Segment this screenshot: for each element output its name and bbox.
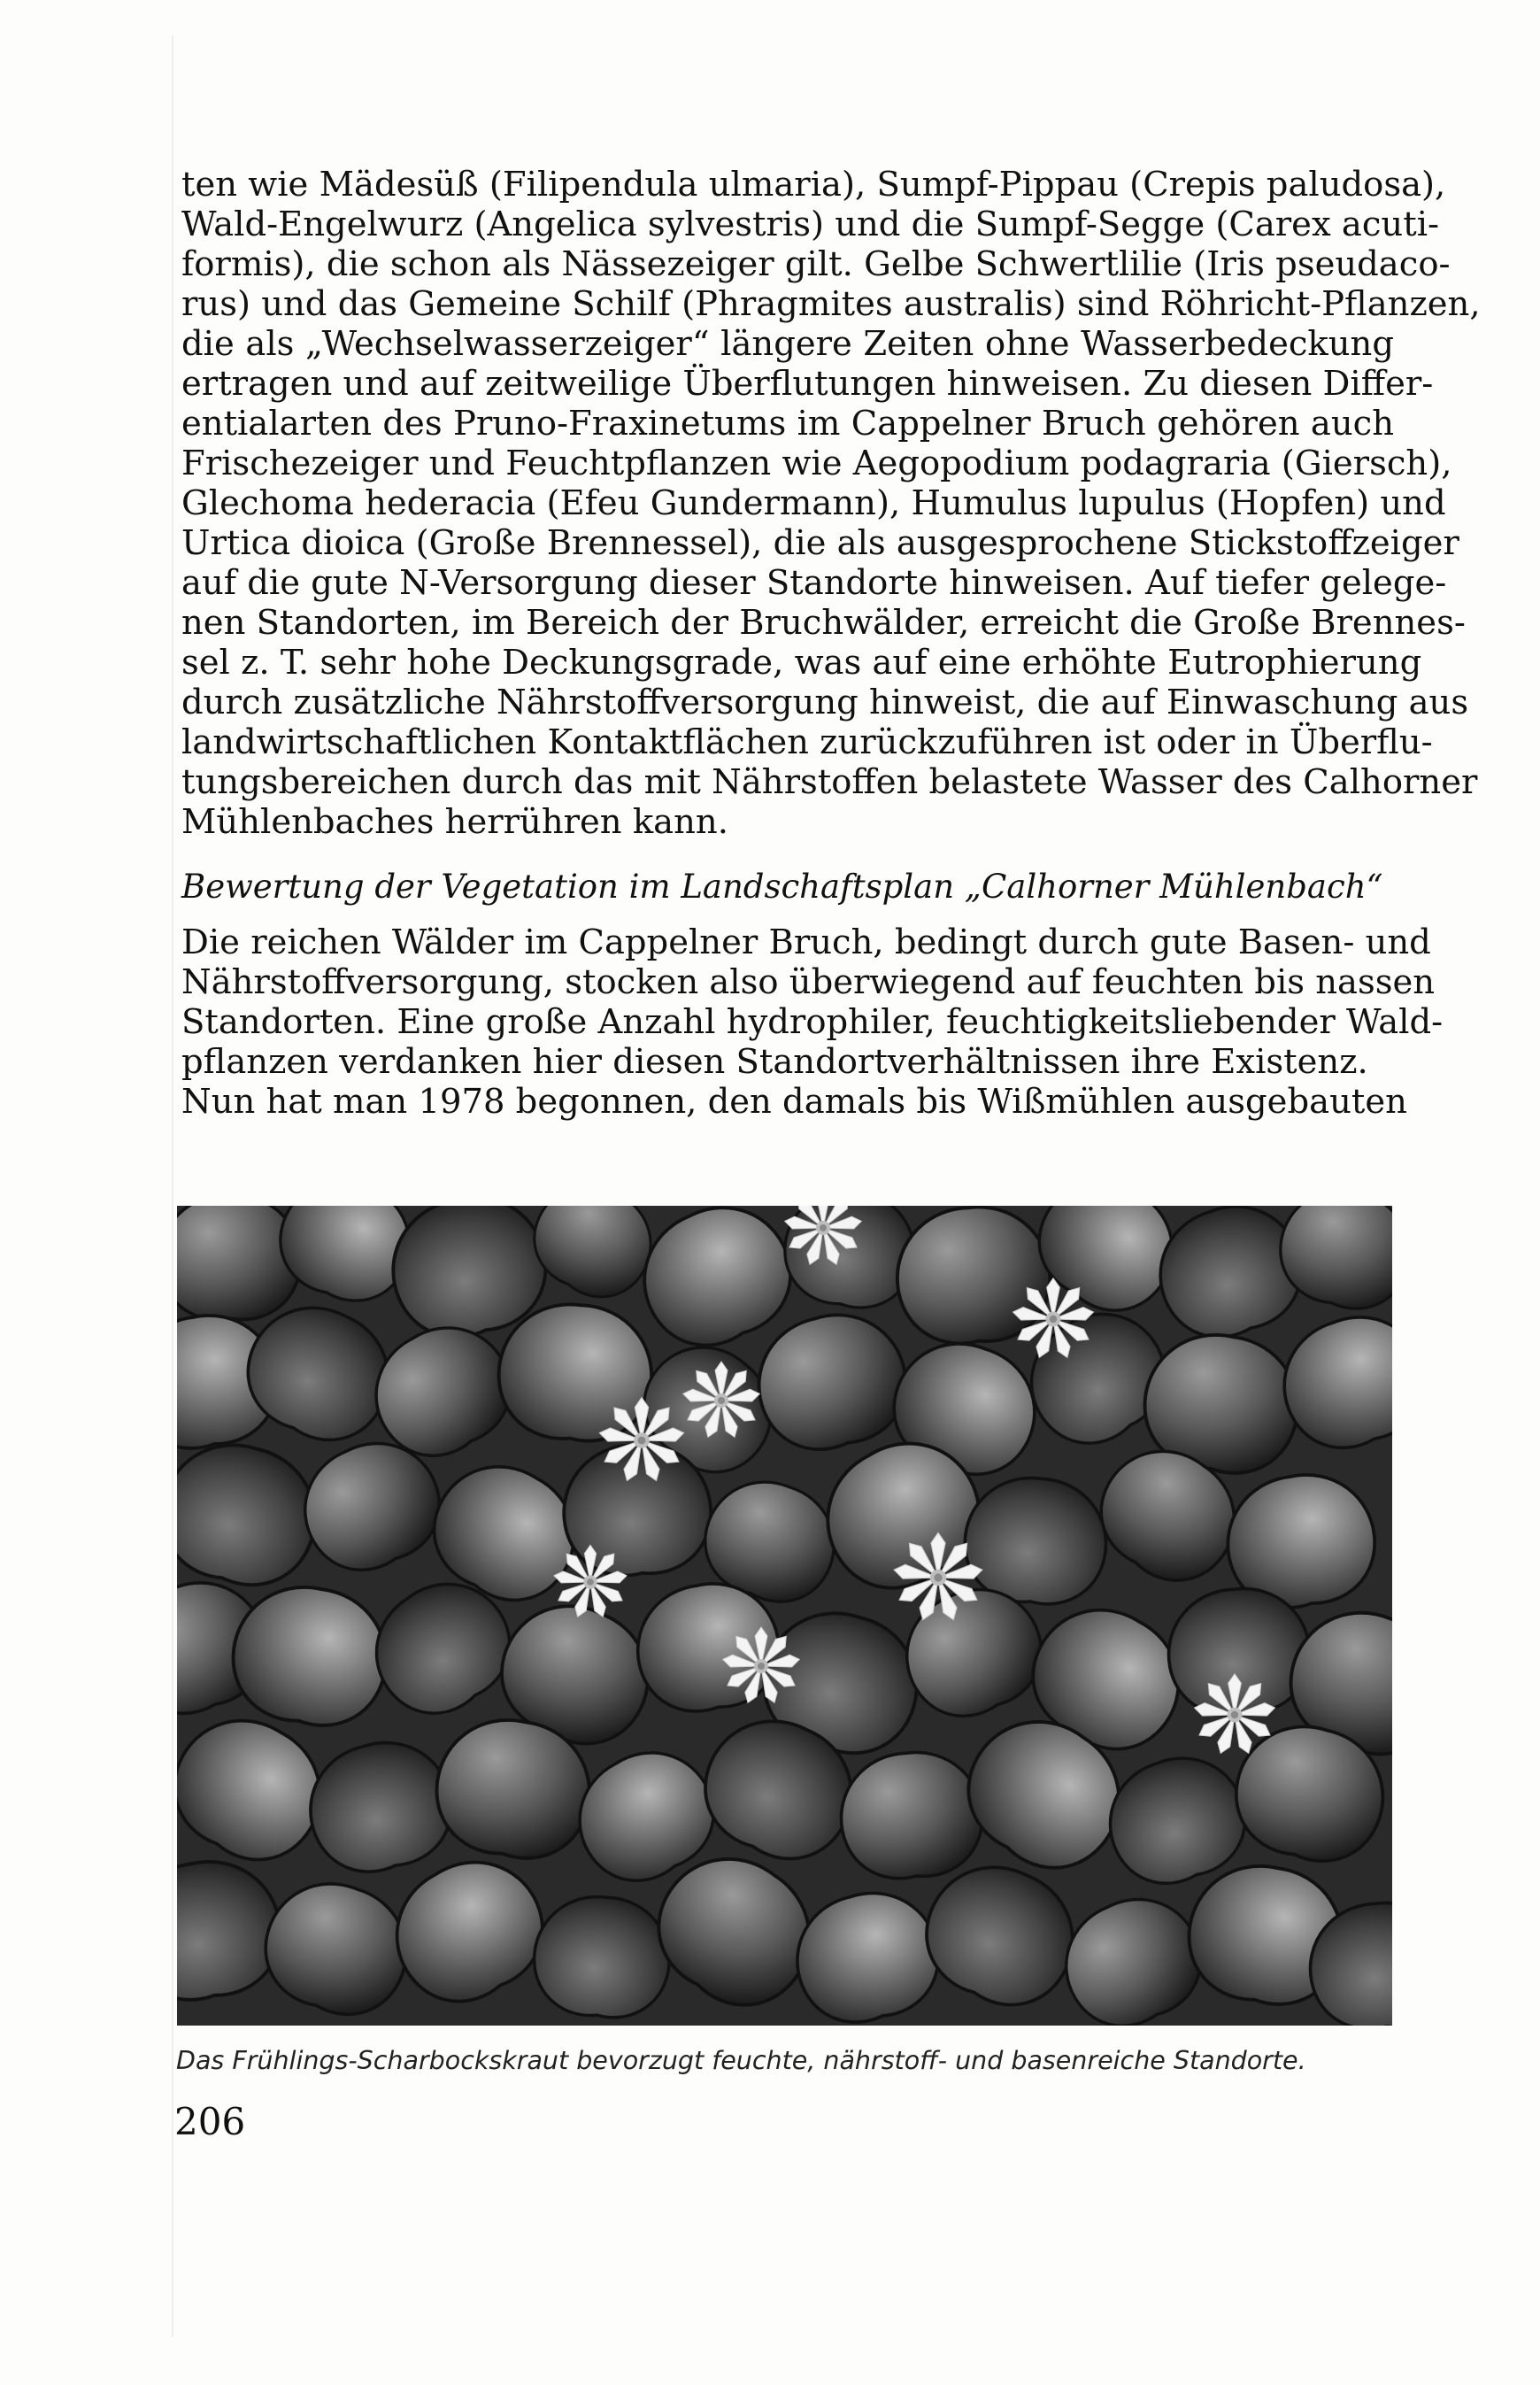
text-line: tungsbereichen durch das mit Nährstoffen belastete Wasser des Calhorner (181, 762, 1478, 802)
figure-photo-lesser-celandine (177, 1206, 1392, 2026)
text-line: Die reichen Wälder im Cappelner Bruch, bedingt durch gute Basen- und (181, 922, 1431, 962)
text-line: Wald-Engelwurz (Angelica sylvestris) und die Sumpf-Segge (Carex acuti- (181, 205, 1440, 244)
text-line: rus) und das Gemeine Schilf (Phragmites australis) sind Röhricht-Pflanzen, (181, 284, 1481, 324)
photo-illustration (177, 1206, 1392, 2026)
text-line: entialarten des Pruno-Fraxinetums im Cappelner Bruch gehören auch (181, 404, 1394, 444)
text-line: formis), die schon als Nässezeiger gilt. Gelbe Schwertlilie (Iris pseudaco- (181, 244, 1451, 284)
text-line: Mühlenbaches herrühren kann. (181, 802, 728, 842)
text-line: pflanzen verdanken hier diesen Standortverhältnissen ihre Existenz. (181, 1042, 1368, 1082)
page-number: 206 (174, 2100, 246, 2143)
text-line: Frischezeiger und Feuchtpflanzen wie Aegopodium podagraria (Giersch), (181, 444, 1452, 483)
text-line: landwirtschaftlichen Kontaktflächen zurückzuführen ist oder in Überflu- (181, 722, 1433, 762)
body-paragraph-2 (181, 922, 1444, 1122)
text-line: Standorten. Eine große Anzahl hydrophiler, feuchtigkeitsliebender Wald- (181, 1002, 1444, 1042)
page-gutter-shadow (172, 35, 173, 2337)
text-line: auf die gute N-Versorgung dieser Standorte hinweisen. Auf tiefer gelege- (181, 563, 1447, 603)
text-line: ertragen und auf zeitweilige Überflutungen hinweisen. Zu diesen Differ- (181, 364, 1434, 404)
section-heading: Bewertung der Vegetation im Landschaftsplan „Calhorner Mühlenbach“ (181, 868, 1383, 906)
text-line: durch zusätzliche Nährstoffversorgung hinweist, die auf Einwaschung aus (181, 683, 1469, 722)
figure-caption: Das Frühlings-Scharbockskraut bevorzugt feuchte, nährstoff- und basenreiche Standorte. (176, 2046, 1306, 2075)
text-line: Nun hat man 1978 begonnen, den damals bis Wißmühlen ausgebauten (181, 1082, 1407, 1122)
body-paragraph-1 (181, 165, 1481, 842)
text-line: die als „Wechselwasserzeiger“ längere Zeiten ohne Wasserbedeckung (181, 324, 1394, 364)
text-line: Glechoma hederacia (Efeu Gundermann), Humulus lupulus (Hopfen) und (181, 483, 1446, 523)
text-line: Nährstoffversorgung, stocken also überwiegend auf feuchten bis nassen (181, 962, 1436, 1002)
text-line: sel z. T. sehr hohe Deckungsgrade, was auf eine erhöhte Eutrophierung (181, 643, 1422, 683)
text-line: ten wie Mädesüß (Filipendula ulmaria), Sumpf-Pippau (Crepis paludosa), (181, 165, 1446, 205)
text-line: nen Standorten, im Bereich der Bruchwälder, erreicht die Große Brennes- (181, 603, 1466, 643)
text-line: Urtica dioica (Große Brennessel), die als ausgesprochene Stickstoffzeiger (181, 523, 1459, 563)
